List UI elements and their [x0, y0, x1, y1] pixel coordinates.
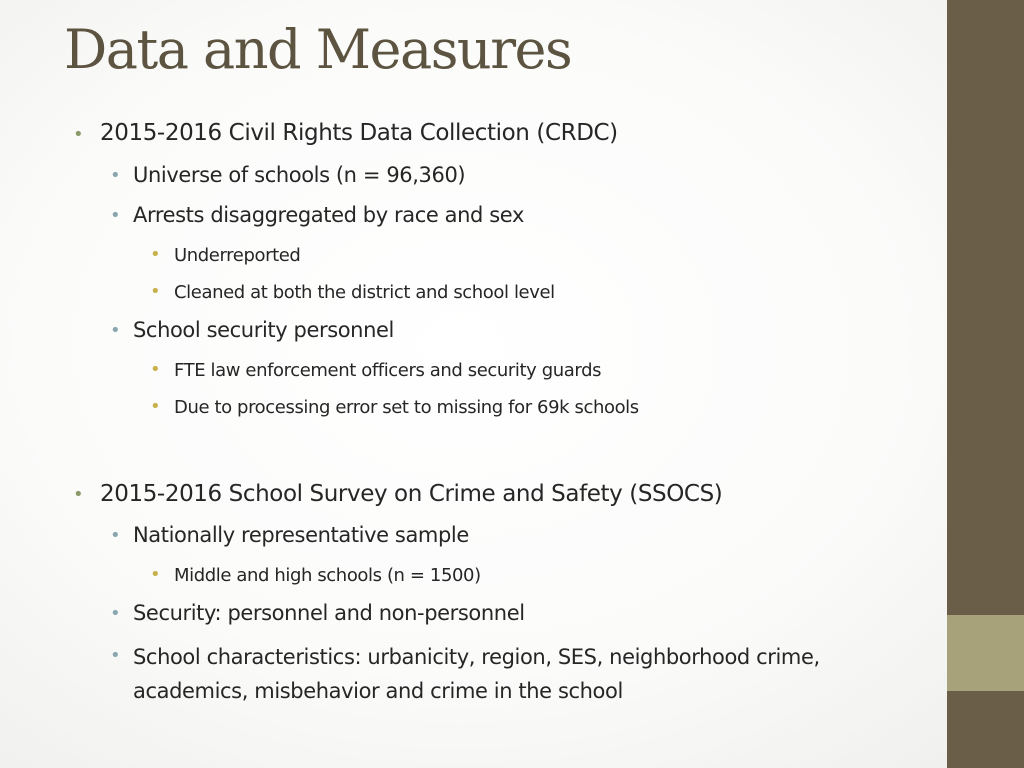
list-item: School characteristics: urbanicity, region, SES, neighborhood crime, academics, misbehavior and crime in the school [133, 645, 820, 703]
bullet-icon: • [73, 124, 84, 145]
list-item: FTE law enforcement officers and security guards [174, 360, 602, 381]
bullet-icon: • [150, 396, 161, 417]
sidebar-accent-block [947, 615, 1024, 691]
bullet-icon: • [150, 359, 161, 380]
list-item: Middle and high schools (n = 1500) [174, 565, 481, 586]
bullet-icon: • [150, 281, 161, 302]
list-item: 2015-2016 School Survey on Crime and Safety (SSOCS) [100, 481, 723, 507]
bullet-icon: • [150, 244, 161, 265]
list-item: Universe of schools (n = 96,360) [133, 163, 466, 187]
list-item: Arrests disaggregated by race and sex [133, 203, 524, 227]
list-item: Security: personnel and non-personnel [133, 601, 525, 625]
bullet-icon: • [110, 603, 121, 624]
bullet-icon: • [110, 165, 121, 186]
list-item: Underreported [174, 245, 301, 266]
list-item: Cleaned at both the district and school level [174, 282, 555, 303]
bullet-icon: • [150, 564, 161, 585]
list-item: 2015-2016 Civil Rights Data Collection (CRDC) [100, 120, 618, 146]
bullet-icon: • [110, 525, 121, 546]
list-item: School security personnel [133, 318, 394, 342]
bullet-icon: • [73, 484, 84, 505]
slide-title: Data and Measures [64, 18, 572, 81]
bullet-icon: • [110, 320, 121, 341]
bullet-icon: • [110, 645, 121, 666]
list-item: Due to processing error set to missing for 69k schools [174, 397, 639, 418]
list-item: Nationally representative sample [133, 523, 469, 547]
bullet-icon: • [110, 205, 121, 226]
